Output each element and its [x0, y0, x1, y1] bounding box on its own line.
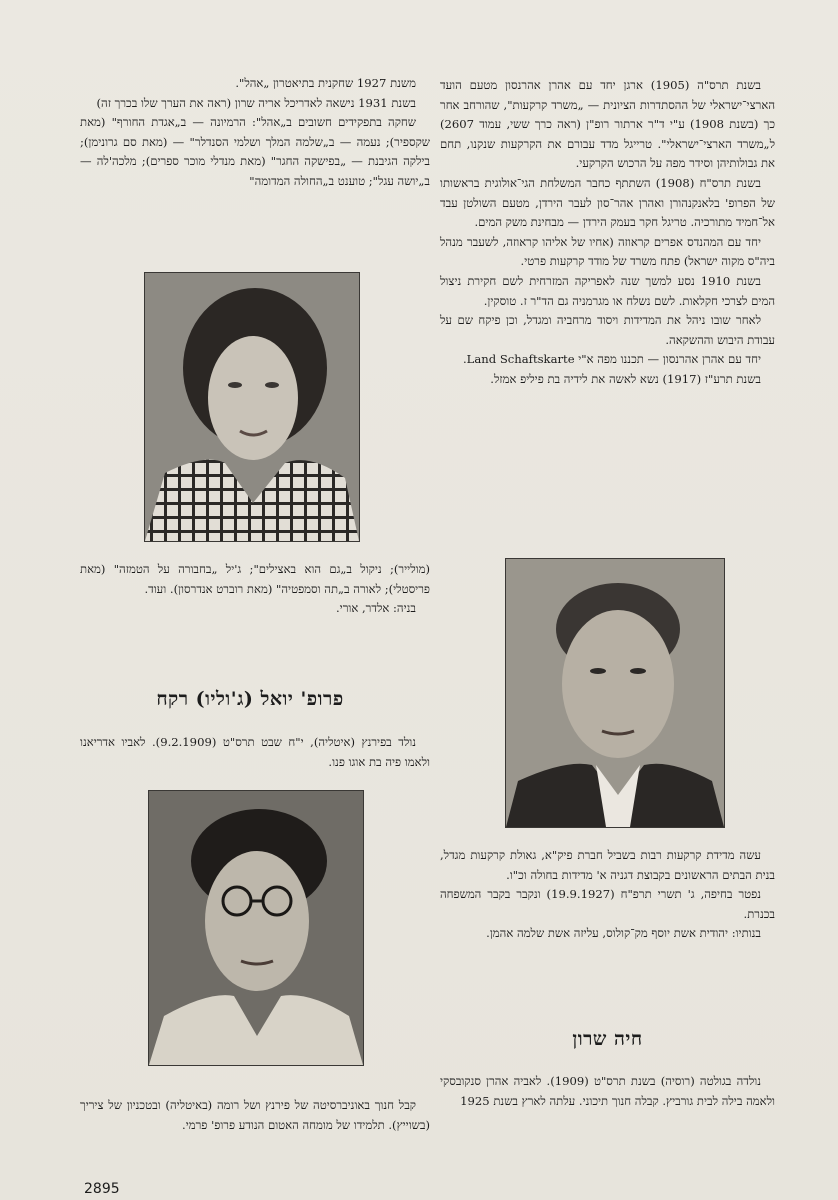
portrait-woman-photo	[144, 272, 360, 542]
page-number: 2895	[84, 1181, 120, 1197]
sharon-bio-text	[440, 1072, 775, 1111]
paragraph: בנותיו: יהודית אשת יוסף מק־קולוס, עליזה אשת שלמה אהמן.	[486, 926, 761, 941]
paragraph: קבל חנוך באוניברסיטה של פירנץ ושל רומה (באיטליה) ובטכניון של ציריך (בשוייץ). תלמידו של מומחה האטום הנודע פרופ' פרמי.	[80, 1098, 430, 1132]
paragraph: בשנת תרס"ה (1905) ארגן יחד עם אהרן אהרנסון מטעם הועד הארצי־ישראלי של ההסתדרות הציונית — „משרד קרקעות", שהורחב אחר כך (בשנת 1908) ע"י ד"ר ארתור רופ"ן (ראה כרך ששי, עמוד 2607) ל„משרד הארצי־ישראלי". טרייגל מדד עבורם את הקרקעות שנקנו, תחם את גבולותיהן וסידר מפה על הרכוש הקרקעי.	[440, 78, 775, 171]
rekah-birth-text	[80, 733, 430, 772]
paragraph: בניה: אלדר, אורי.	[335, 601, 416, 616]
portrait-older-man-icon	[506, 559, 724, 827]
portrait-woman-icon	[145, 273, 359, 541]
paragraph: (מולייר); ניקול ב„גם הוא באצילים"; ג'יל „בחבורה על הטמזה" (מאת פריסטלי); לאורה ב„תה וסמפטיה" (מאת רוברט אנדרסון). ועוד.	[80, 562, 430, 596]
left-column-top-text	[80, 74, 430, 192]
paragraph: לאחר שובו ניהל את המדידות ויסוד מרחביה ומגדל, וכן פיקח שם על עבודת היבוש וההשקאה.	[440, 313, 775, 347]
paragraph: משנת 1927 שחקנית בתיאטרון „אהל".	[235, 76, 416, 90]
entry-heading-rekah: פרופ' יואל (ג'וליו) רקח	[156, 688, 344, 710]
paragraph: יחד עם המהנדס אפרים קראוזה (אחיו של אליהו קראוזה, לשעבר מנהל ביה"ס מקוה ישראל) פתח משרד של מודד קרקעות פרטי.	[440, 234, 775, 269]
rekah-education-text	[80, 1096, 430, 1135]
right-column-top-text	[440, 76, 775, 390]
right-column-bottom-text	[440, 846, 775, 944]
paragraph: יחד עם אהרן אהרנסון — תכננו מפה א"י Land Schaftskarte.	[462, 352, 761, 367]
left-column-mid-text	[80, 560, 430, 619]
paragraph: עשה מדידת קרקעות רבות בשביל חברת פיק"א, גאולת קרקעות מגדל, בנית הבתים הראשונים בקבוצת דגניה א' מדידות בחולה וכ"ו.	[440, 848, 775, 882]
portrait-young-man-photo	[148, 790, 364, 1066]
paragraph: בשנת 1910 נסע למשך שנה לאפריקה המזרחית לשם חקירת ניצול המים לצרכי חקלאות. לשם נשלח או מגרמניה גם הד"ר ז. טוסקין.	[440, 273, 775, 308]
portrait-young-man-icon	[149, 791, 363, 1065]
paragraph: נולדה בגולטה (רוסיה) בשנת תרס"ט (1909). לאביה אהרן סנקובסקי ולאמה בילה לבית גורביץ. קבלה חנוך תיכוני. עלתה לארץ בשנת 1925	[440, 1074, 775, 1108]
paragraph: נפטר בחיפה, ג' תשרי תרפ"ח (19.9.1927) ונקבר בקבר המשפחה בכנרת.	[440, 887, 775, 921]
paragraph: בשנת 1931 נישאה לאדריכל אריה שרון (ראה את הערך שלו בכרך זה)	[96, 95, 416, 110]
entry-heading-sharon: חיה שרון	[572, 1028, 643, 1050]
paragraph: שחקה בתפקידים חשובים ב„אהל": הרמיונה — ב„אגדת החורף" (מאת שקספיר); נעמה — ב„שלמה המלך ושלמי הסנדלר" — (מאת סם גרונימן); בילקה הגיבנת — „בפישקה החגר" (מאת מנדלי מוכר ספרים); מלכה'לה — ב„יושה עגל"; טוענט ב„החולה המדומה"	[80, 115, 430, 188]
portrait-older-man-photo	[505, 558, 725, 828]
paragraph: בשנת תרס"ח (1908) השתתף כחבר המשלחת הגי־אולוגית בראשותו של הפרופ' בלאנקנהורן ואהרן אהר־סון לעבר הירדן, מטעם השולטן עבד אל־חמיד מתורכיה. טריגל חקר בעמק הירדן — מבחינת משק המים.	[440, 175, 775, 230]
paragraph: נולד בפירנץ (איטליה), י"ח שבט תרס"ט (9.2.1909). לאביו אדריאנו ולאמו פיה בת אוגו פנו.	[80, 735, 430, 769]
paragraph: בשנת תרע"ז (1917) נשא לאשה את לידיה בת פיליפ אמזל.	[490, 371, 761, 386]
